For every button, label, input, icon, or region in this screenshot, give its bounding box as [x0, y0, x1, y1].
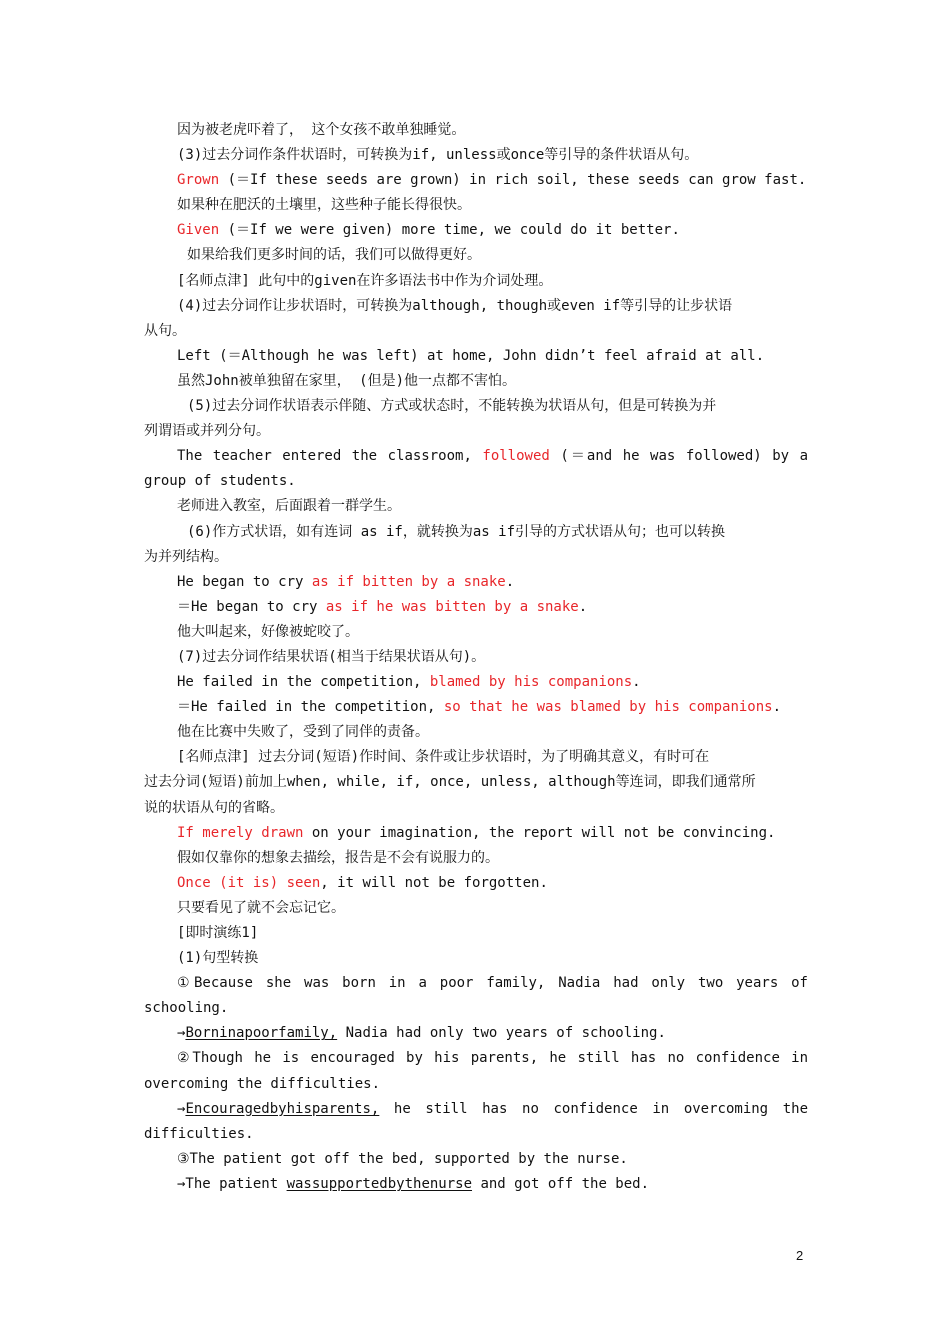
text-line: 列谓语或并列分句。	[144, 423, 270, 440]
sentence-rest: he still has no confidence in overcoming the	[379, 1100, 808, 1117]
text-line: group of students.	[144, 473, 296, 490]
highlighted-phrase: so that he was blamed by his companions	[443, 699, 773, 716]
highlighted-phrase: Grown	[177, 172, 220, 189]
example-sentence	[144, 670, 808, 695]
exercise-item: ①Because she was born in a poor family, Nadia had only two years of	[177, 975, 808, 992]
section-heading: (3)过去分词作条件状语时，可转换为if, unless或once等引导的条件状语从句。	[177, 147, 699, 164]
example-sentence	[144, 871, 808, 896]
exercise-answer	[144, 1097, 808, 1122]
highlighted-phrase: as if he was bitten by a snake	[325, 598, 579, 615]
translation-line: 他在比赛中失败了，受到了同伴的责备。	[177, 724, 429, 741]
sentence-rest: (＝If these seeds are grown) in rich soil, these seeds can grow fast.	[219, 172, 807, 189]
sentence-rest: on your imagination, the report will not be convincing.	[303, 824, 776, 841]
highlighted-phrase: followed	[482, 448, 550, 465]
translation-line: 如果种在肥沃的土壤里，这些种子能长得很快。	[177, 197, 471, 214]
sentence-part: .	[772, 699, 782, 716]
exercise-heading: [即时演练1]	[177, 925, 259, 941]
sentence-rest: and got off the bed.	[472, 1175, 650, 1192]
sentence-rest: Nadia had only two years of schooling.	[337, 1025, 666, 1042]
section-heading: (6)作方式状语，如有连词 as if，就转换为as if引导的方式状语从句；也可以转换	[187, 523, 726, 540]
section-heading: (4)过去分词作让步状语时，可转换为although, though或even if等引导的让步状语	[177, 297, 733, 314]
answer-blank: wassupportedbythenurse	[286, 1175, 473, 1192]
section-heading: (7)过去分词作结果状语(相当于结果状语从句)。	[177, 648, 486, 665]
arrow-prefix: →	[177, 1025, 186, 1042]
text-line: 说的状语从句的省略。	[144, 799, 284, 816]
exercise-subheading: (1)句型转换	[177, 950, 259, 967]
text-line: schooling.	[144, 1000, 229, 1017]
section-heading: (5)过去分词作状语表示伴随、方式或状态时，不能转换为状语从句，但是可转换为并	[187, 398, 717, 415]
exercise-item: ③The patient got off the bed, supported by the nurse.	[177, 1150, 628, 1167]
sentence-part: He began to cry	[177, 573, 312, 590]
example-sentence	[144, 168, 808, 193]
example-sentence	[144, 570, 808, 595]
translation-line: 他大叫起来，好像被蛇咬了。	[177, 623, 359, 640]
example-sentence	[144, 595, 808, 620]
example-sentence	[144, 695, 808, 720]
sentence-part: (＝and he was followed) by a	[549, 448, 808, 465]
translation-line: 假如仅靠你的想象去描绘，报告是不会有说服力的。	[177, 849, 499, 866]
translation-line: 只要看见了就不会忘记它。	[177, 899, 345, 916]
sentence-part: The teacher entered the classroom,	[177, 448, 483, 465]
highlighted-phrase: Once (it is) seen	[177, 874, 321, 891]
example-sentence: Left (＝Although he was left) at home, John didn’t feel afraid at all.	[177, 347, 765, 364]
text-line: 因为被老虎吓着了， 这个女孩不敢单独睡觉。	[177, 122, 466, 138]
highlighted-phrase: Given	[177, 222, 220, 239]
highlighted-phrase: If merely drawn	[177, 824, 304, 841]
sentence-rest: (＝If we were given) more time, we could do it better.	[219, 222, 680, 239]
sentence-part: ＝He failed in the competition,	[177, 699, 444, 716]
text-line: 为并列结构。	[144, 548, 228, 565]
teacher-note: [名师点津] 此句中的given在许多语法书中作为介词处理。	[177, 272, 553, 289]
example-sentence	[144, 218, 808, 243]
document-body	[144, 118, 808, 1197]
exercise-answer	[144, 1172, 808, 1197]
highlighted-phrase: as if bitten by a snake	[311, 573, 506, 590]
example-sentence	[144, 821, 808, 846]
text-line: 过去分词(短语)前加上when, while, if, once, unless, although等连词，即我们通常所	[144, 774, 756, 791]
text-line: overcoming the difficulties.	[144, 1075, 381, 1092]
sentence-part: .	[632, 674, 641, 691]
answer-blank: Encouragedbyhisparents,	[185, 1100, 380, 1117]
text-line: difficulties.	[144, 1125, 254, 1142]
sentence-part: →The patient	[177, 1175, 287, 1192]
sentence-part: ＝He began to cry	[177, 598, 326, 615]
page-number: 2	[796, 1248, 804, 1263]
sentence-part: .	[505, 573, 515, 590]
translation-line: 虽然John被单独留在家里， (但是)他一点都不害怕。	[177, 372, 516, 389]
example-sentence	[144, 444, 808, 469]
answer-blank: Borninapoorfamily,	[185, 1025, 338, 1042]
translation-line: 老师进入教室，后面跟着一群学生。	[177, 498, 401, 515]
sentence-part: .	[578, 598, 588, 615]
exercise-answer	[144, 1021, 808, 1046]
translation-line: 如果给我们更多时间的话，我们可以做得更好。	[187, 247, 481, 264]
sentence-rest: , it will not be forgotten.	[320, 874, 548, 891]
exercise-item: ②Though he is encouraged by his parents, he still has no confidence in	[177, 1050, 808, 1067]
highlighted-phrase: blamed by his companions	[429, 674, 633, 691]
text-line: 从句。	[144, 322, 186, 339]
teacher-note: [名师点津] 过去分词(短语)作时间、条件或让步状语时，为了明确其意义，有时可在	[177, 749, 710, 766]
arrow-prefix: →	[177, 1100, 186, 1117]
sentence-part: He failed in the competition,	[177, 674, 430, 691]
